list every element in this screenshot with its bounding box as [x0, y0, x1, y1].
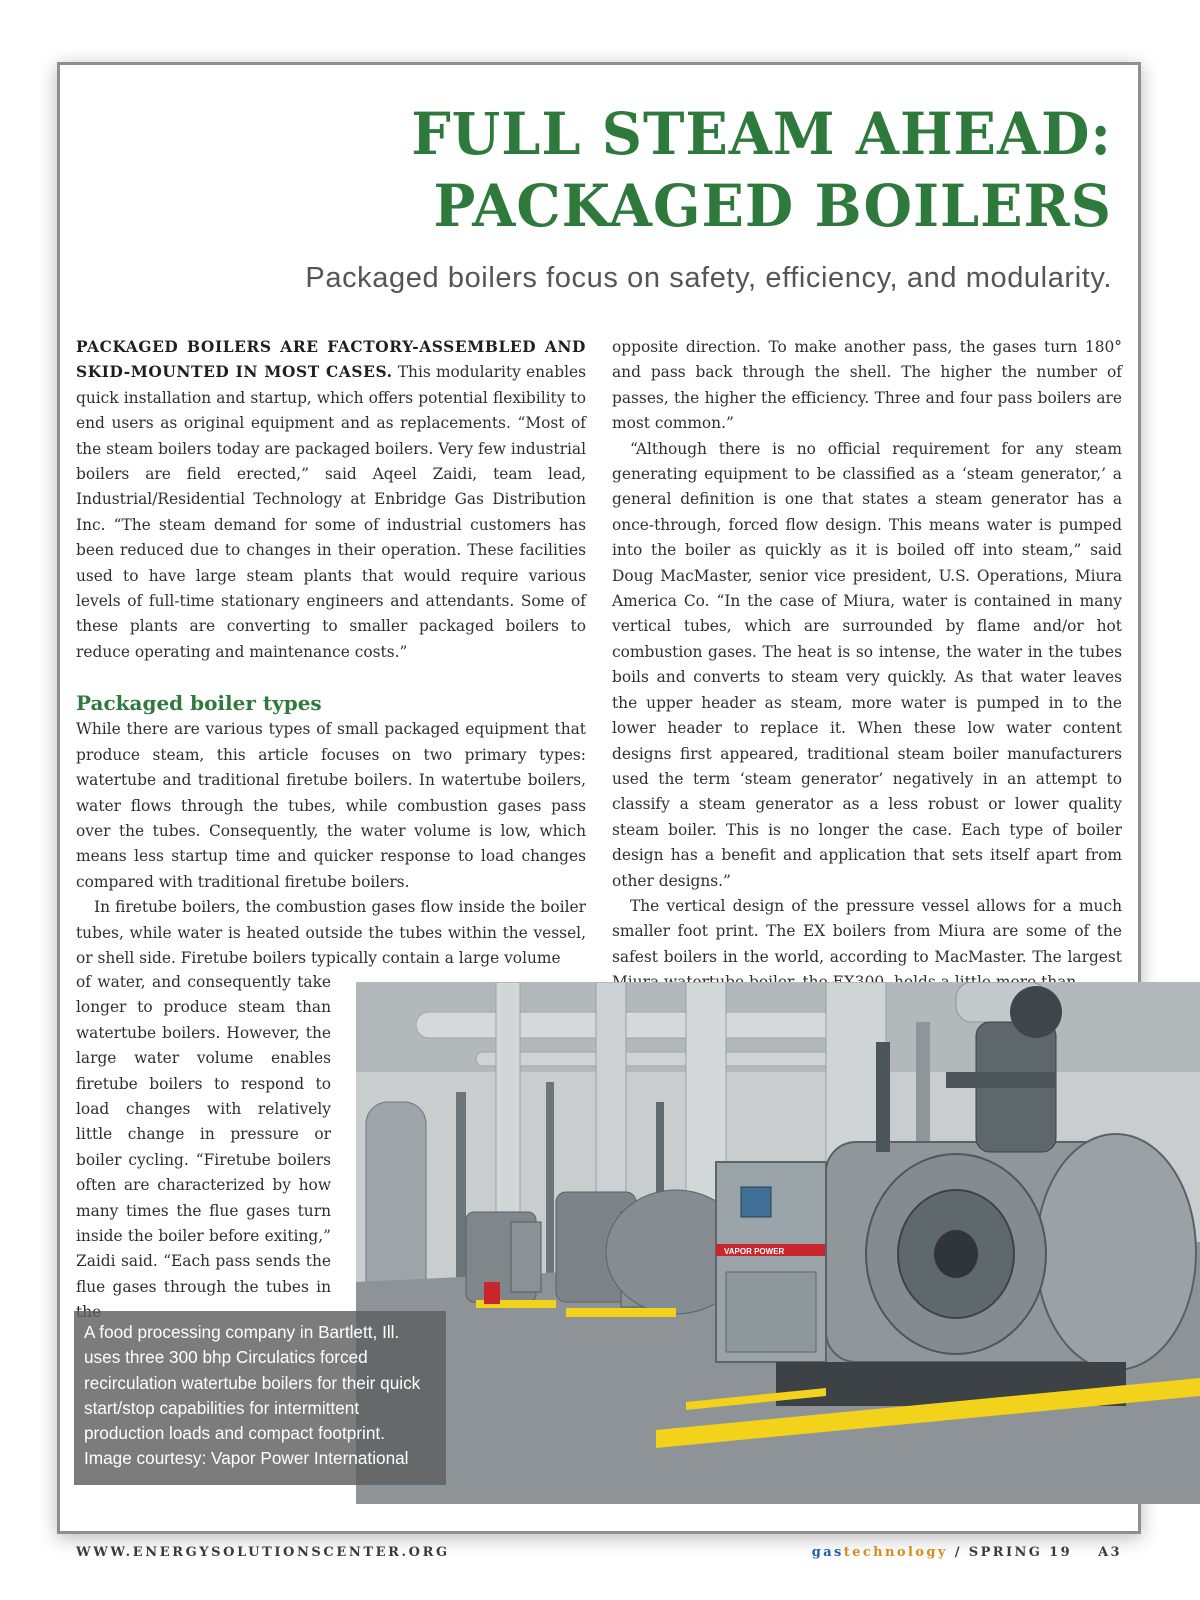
right-paragraph-2: “Although there is no official requirement for any steam generating equipment to be classified as a ‘steam generator,’ a general definition is one that states a steam generator has a once-through, forced flow design. This means water is pumped into the boiler as quickly as it is boiled off into steam,” said Doug MacMaster, senior vice president, U.S. Operations, Miura America Co. “In the case of Miura, water is contained in many vertical tubes, which are surrounded by flame and/or hot combustion gases. The heat is so intense, the water in the tubes boils and converts to steam very quickly. As that water leaves the upper header as steam, more water is pumped in to the lower header to replace it. When these low water content designs first appeared, traditional steam boiler manufacturers used the term ‘steam generator’ negatively in an attempt to classify a steam generator as a less robust or lower quality steam boiler. This is no longer the case. Each type of boiler design has a benefit and application that sets itself apart from other designs.” [612, 439, 1122, 890]
boiler-room-photo [356, 982, 1200, 1504]
article-title [411, 98, 1112, 242]
page-number: A3 [1098, 1545, 1122, 1560]
title-line-1: FULL STEAM AHEAD: [411, 100, 1112, 168]
title-line-2: PACKAGED BOILERS [433, 172, 1113, 240]
brand-gas: gas [811, 1545, 844, 1560]
types-paragraph-2: In firetube boilers, the combustion gases flow inside the boiler tubes, while water is heated outside the tubes within the vessel, or shell side. Firetube boilers typically contain a large volume [76, 898, 586, 967]
intro-paragraph [76, 335, 586, 665]
lede-text: PACKAGED BOILERS ARE FACTORY-ASSEMBLED AND SKID-MOUNTED IN MOST CASES. [76, 338, 586, 382]
right-paragraph-1: opposite direction. To make another pass, the gases turn 180° and pass back through the shell. The higher the number of passes, the higher the efficiency. Three and four pass boilers are most common.” [612, 338, 1122, 433]
right-column [612, 335, 1122, 996]
article-subtitle: Packaged boilers focus on safety, efficiency, and modularity. [305, 262, 1112, 294]
brand-technology: technology [843, 1545, 948, 1560]
section-heading: Packaged boiler types [76, 691, 322, 716]
intro-text: This modularity enables quick installation and startup, which offers potential flexibility to end users as original equipment and as replacements. “Most of the steam boilers today are packaged boilers. Very few industrial boilers are field erected,” said Aqeel Zaidi, team lead, Industrial/Residential Technology at Enbridge Gas Distribution Inc. “The steam demand for some of industrial customers has been reduced due to changes in their operation. These facilities used to have large steam plants that would require various levels of full-time stationary engineers and attendants. Some of these plants are converting to smaller packaged boilers to reduce operating and maintenance costs.” [76, 363, 586, 661]
left-narrow-column [76, 970, 331, 1326]
photo-caption: A food processing company in Bartlett, Ill. uses three 300 bhp Circulatics forced recirculation watertube boilers for their quick start/stop capabilities for intermittent production loads and compact footprint. Image courtesy: Vapor Power International [74, 1311, 446, 1485]
footer-url: WWW.ENERGYSOLUTIONSCENTER.ORG [76, 1545, 450, 1560]
right-paragraph-3: The vertical design of the pressure vessel allows for a much smaller foot print. The EX boilers from Miura are some of the safest boilers in the world, according to MacMaster. The largest [612, 896, 1122, 966]
issue-label: / SPRING 19 [947, 1545, 1073, 1560]
boiler-room-illustration [356, 982, 1200, 1504]
panel-label: VAPOR POWER [724, 1247, 785, 1256]
left-column [76, 335, 586, 971]
footer-issue [812, 1545, 1122, 1560]
types-paragraph-1: While there are various types of small packaged equipment that produce steam, this article focuses on two primary types: watertube and traditional firetube boilers. In watertube boilers, water flows through the tubes, while combustion gases pass over the tubes. Consequently, the water volume is low, which means less startup time and quicker response to load changes compared with traditional firetube boilers. [76, 720, 586, 891]
types-paragraph-2-continued: of water, and consequently take longer to produce steam than watertube boilers. However, the large water volume enables firetube boilers to respond to load changes with relatively little change in pressure or boiler cycling. “Firetube boilers often are characterized by how many times the flue gases turn inside the boiler before exiting,” Zaidi said. “Each pass sends the flue gases through the tubes in [76, 973, 331, 1296]
